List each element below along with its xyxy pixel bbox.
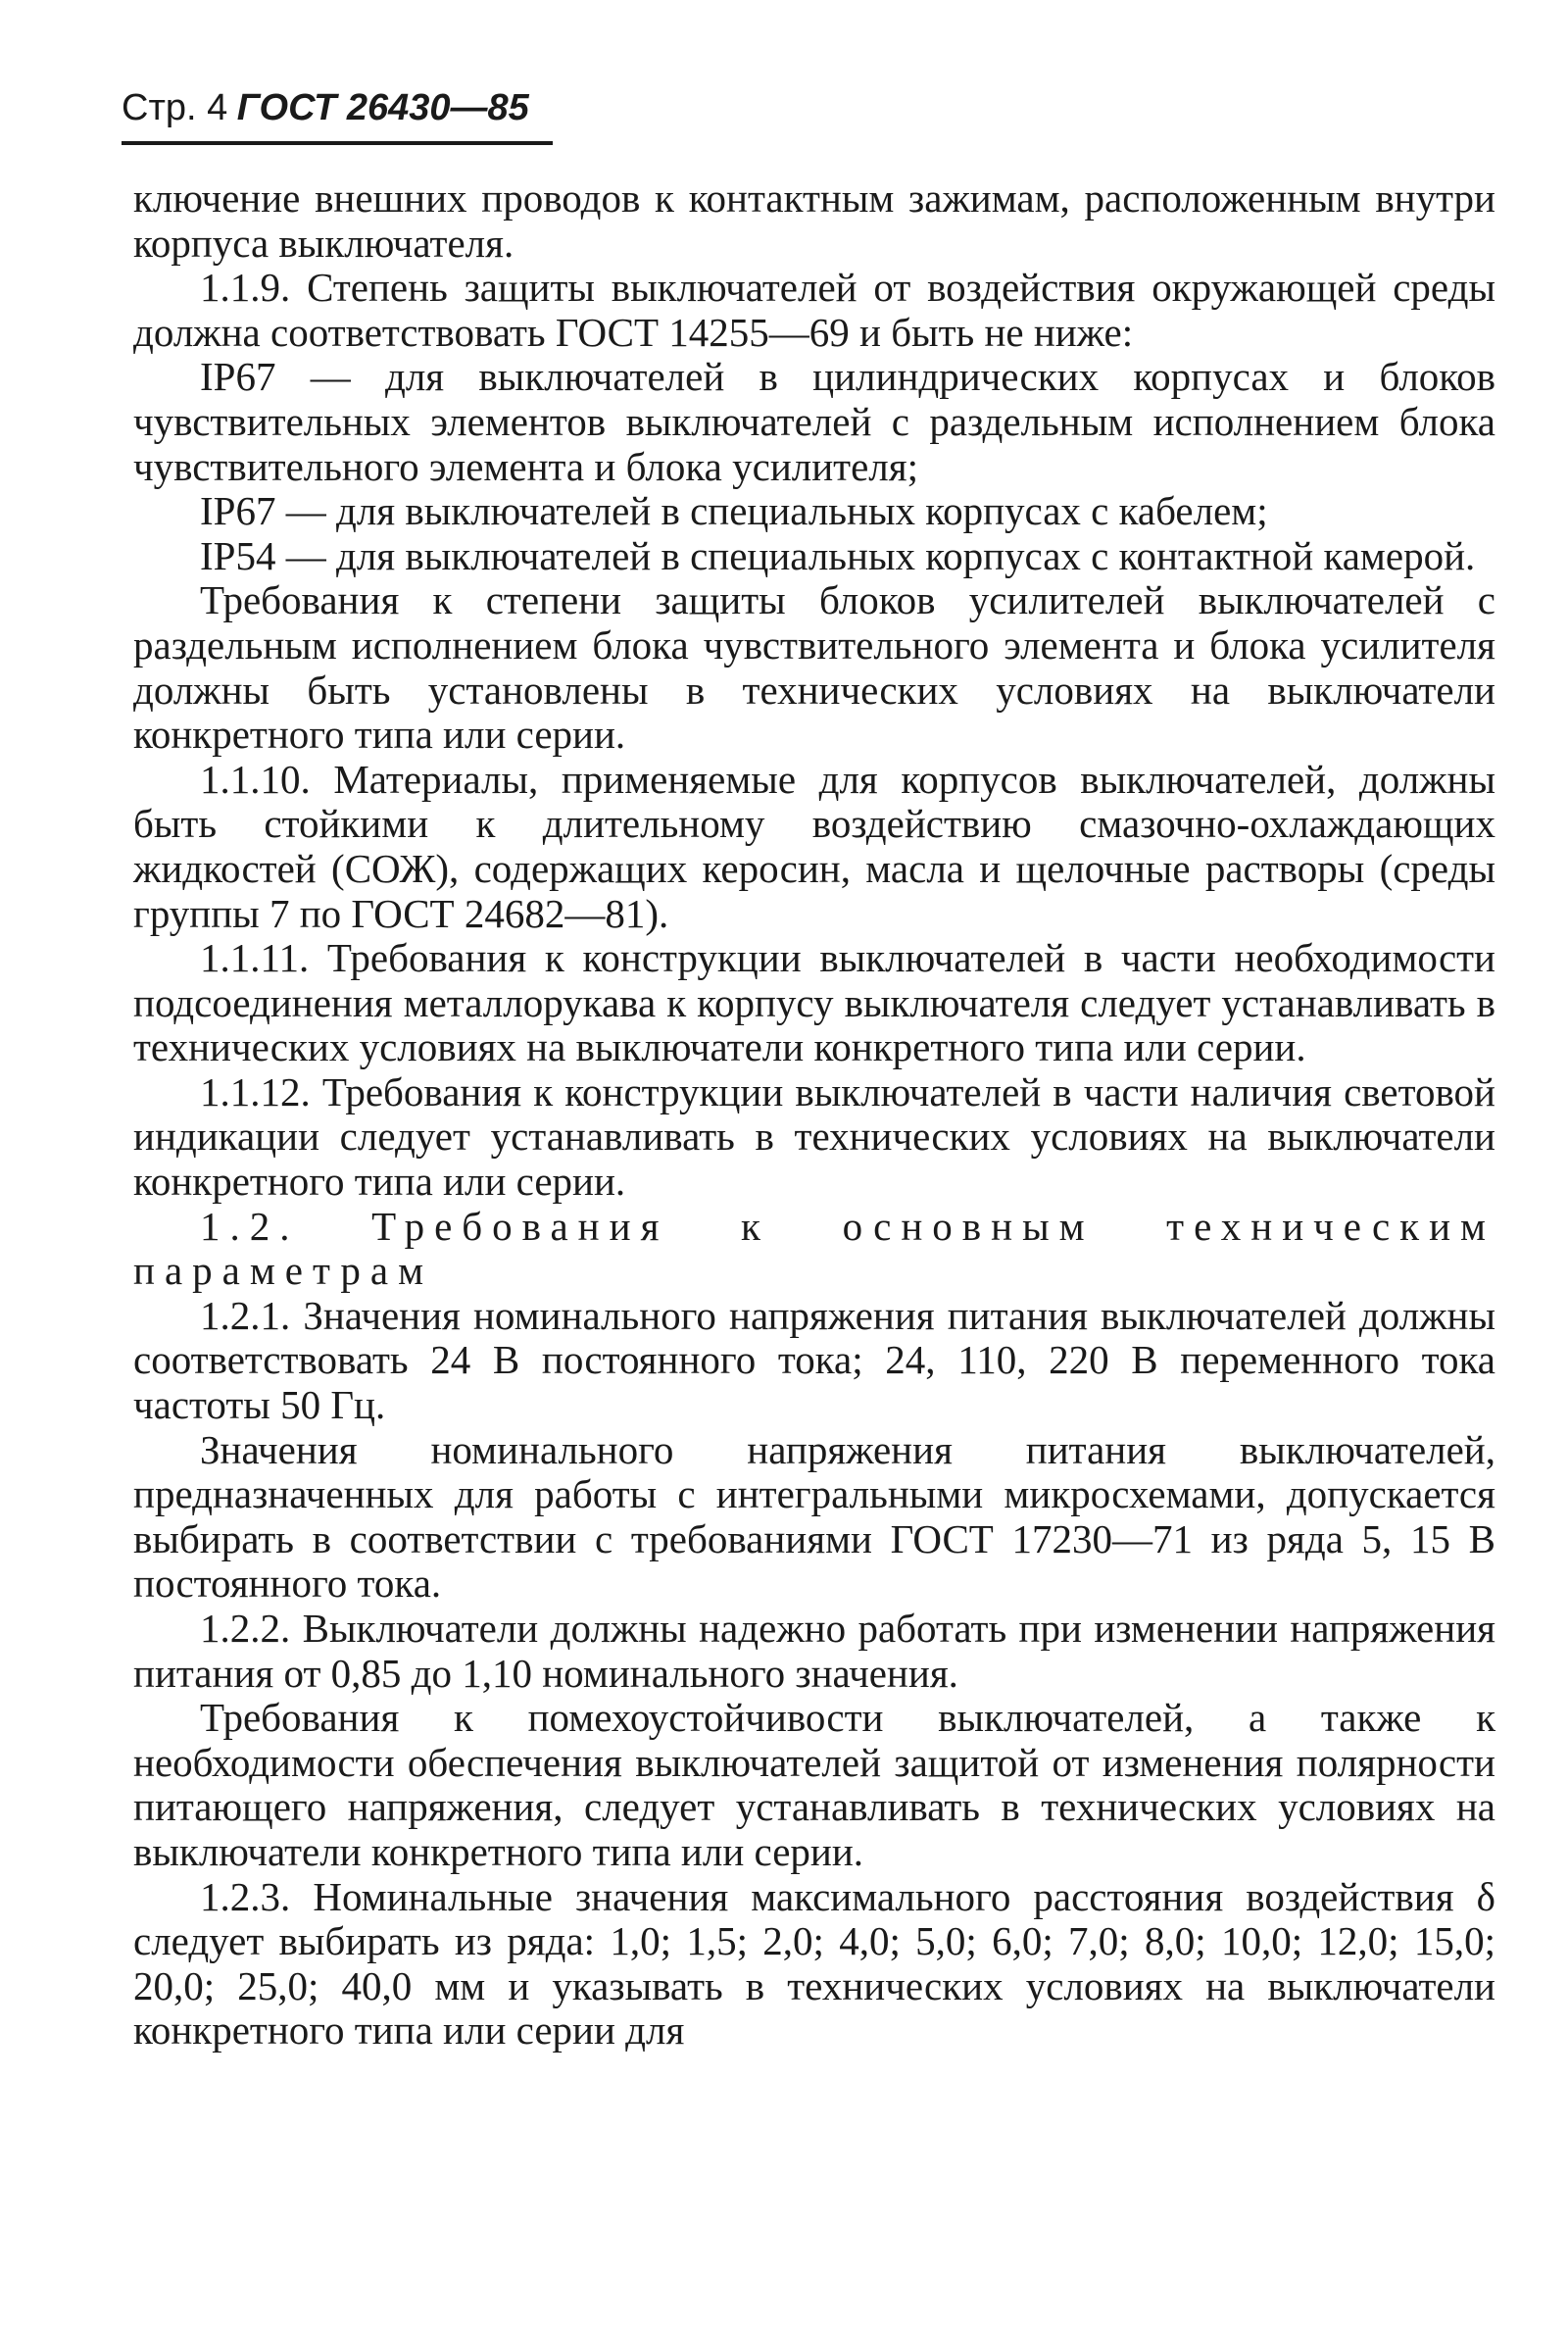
page-number: Стр. 4 (122, 87, 228, 128)
paragraph-1-1-10: 1.1.10. Материалы, применяемые для корпусов выключателей, должны быть стойкими к длительному воздействию смазочно-охлаждающих жидкостей (СОЖ), содержащих керосин, масла и щелочные растворы (среды группы 7 по ГОСТ 24682—81). (133, 756, 1495, 936)
paragraph-noise-immunity: Требования к помехоустойчивости выключателей, а также к необходимости обеспечения выключателей защитой от изменения полярности питающего напряжения, следует устанавливать в технических условиях на выключатели конкретного типа или серии. (133, 1695, 1495, 1874)
paragraph-microcircuit-voltage: Значения номинального напряжения питания выключателей, предназначенных для работы с интегральными микросхемами, допускается выбирать в соответствии с требованиями ГОСТ 17230—71 из ряда 5, 15 В постоянного тока. (133, 1426, 1495, 1607)
paragraph-1-2-2: 1.2.2. Выключатели должны надежно работать при изменении напряжения питания от 0,85 до 1,10 номинального значения. (133, 1606, 1495, 1696)
section-heading-1-2: 1.2. Требования к основным техническим параметрам (133, 1203, 1495, 1294)
paragraph-ip67-cylindrical: IP67 — для выключателей в цилиндрических корпусах и блоков чувствительных элементов выключателей с раздельным исполнением блока чувствительного элемента и блока усилителя; (133, 354, 1495, 489)
paragraph-amplifier-protection: Требования к степени защиты блоков усилителей выключателей с раздельным исполнением блока чувствительного элемента и блока усилителя должны быть установлены в технических условиях на выключатели конкретного типа или серии. (133, 577, 1495, 758)
paragraph-1-1-12: 1.1.12. Требования к конструкции выключателей в части наличия световой индикации следует устанавливать в технических условиях на выключатели конкретного типа или серии. (133, 1068, 1495, 1205)
document-code: ГОСТ 26430—85 (236, 87, 529, 128)
paragraph-1-2-1: 1.2.1. Значения номинального напряжения питания выключателей должны соответствовать 24 В постоянного тока; 24, 110, 220 В переменного тока частоты 50 Гц. (133, 1292, 1495, 1428)
paragraph-1-1-11: 1.1.11. Требования к конструкции выключателей в части необходимости подсоединения металлорукава к корпусу выключателя следует устанавливать в технических условиях на выключатели конкретного типа или серии. (133, 935, 1495, 1070)
paragraph-ip67-cable: IP67 — для выключателей в специальных корпусах с кабелем; (200, 488, 1268, 534)
document-body (133, 176, 1495, 2054)
paragraph-ip54-chamber: IP54 — для выключателей в специальных корпусах с контактной камерой. (200, 532, 1476, 578)
paragraph-1-2-3: 1.2.3. Номинальные значения максимального расстояния воздействия δ следует выбирать из ряда: 1,0; 1,5; 2,0; 4,0; 5,0; 6,0; 7,0; 8,0; 10,0; 12,0; 15,0; 20,0; 25,0; 40,0 мм и указывать в технических условиях на выключатели конкретного типа или серии для (133, 1873, 1495, 2054)
paragraph-1-1-9: 1.1.9. Степень защиты выключателей от воздействия окружающей среды должна соответствовать ГОСТ 14255—69 и быть не ниже: (133, 265, 1495, 355)
paragraph-continuation: ключение внешних проводов к контактным зажимам, расположенным внутри корпуса выключателя. (133, 175, 1495, 266)
page-header (122, 86, 553, 145)
